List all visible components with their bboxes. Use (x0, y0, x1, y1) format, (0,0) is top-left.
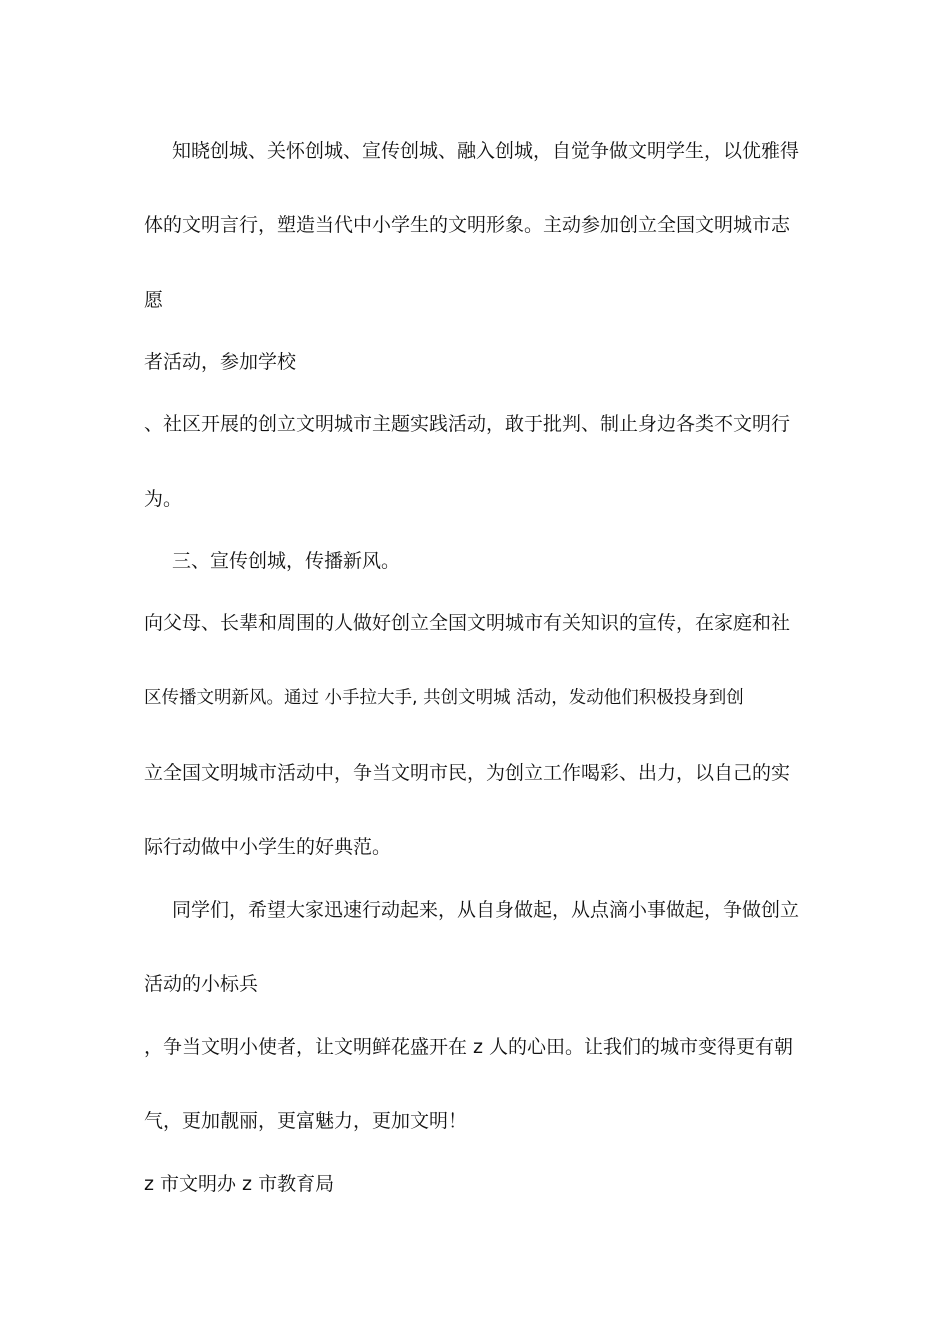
signature-line: z 市文明办 z 市教育局 (144, 1173, 335, 1195)
paragraph-line-10: 立全国文明城市活动中，争当文明市民，为创立工作喝彩、出力，以自己的实 (144, 762, 791, 784)
section-heading: 三、宣传创城，传播新风。 (172, 550, 401, 572)
paragraph-line-14: ，争当文明小使者，让文明鲜花盛开在 z 人的心田。让我们的城市变得更有朝 (144, 1036, 794, 1058)
paragraph-line-15: 气，更加靓丽，更富魅力，更加文明！ (144, 1110, 468, 1132)
paragraph-line-1: 知晓创城、关怀创城、宣传创城、融入创城，自觉争做文明学生，以优雅得 (172, 140, 800, 162)
paragraph-line-2: 体的文明言行，塑造当代中小学生的文明形象。主动参加创立全国文明城市志 (144, 214, 791, 236)
paragraph-line-6: 为。 (144, 488, 183, 510)
paragraph-line-11: 际行动做中小学生的好典范。 (144, 836, 392, 858)
paragraph-line-9: 区传播文明新风。通过 小手拉大手, 共创文明城 活动，发动他们积极投身到创 (144, 688, 744, 708)
paragraph-line-3: 愿 (144, 289, 164, 311)
paragraph-line-8: 向父母、长辈和周围的人做好创立全国文明城市有关知识的宣传，在家庭和社 (144, 612, 791, 634)
paragraph-line-4: 者活动，参加学校 (144, 351, 297, 373)
paragraph-line-13: 活动的小标兵 (144, 973, 259, 995)
paragraph-line-12: 同学们，希望大家迅速行动起来，从自身做起，从点滴小事做起，争做创立 (172, 899, 800, 921)
paragraph-line-5: 、社区开展的创立文明城市主题实践活动，敢于批判、制止身边各类不文明行 (144, 413, 791, 435)
